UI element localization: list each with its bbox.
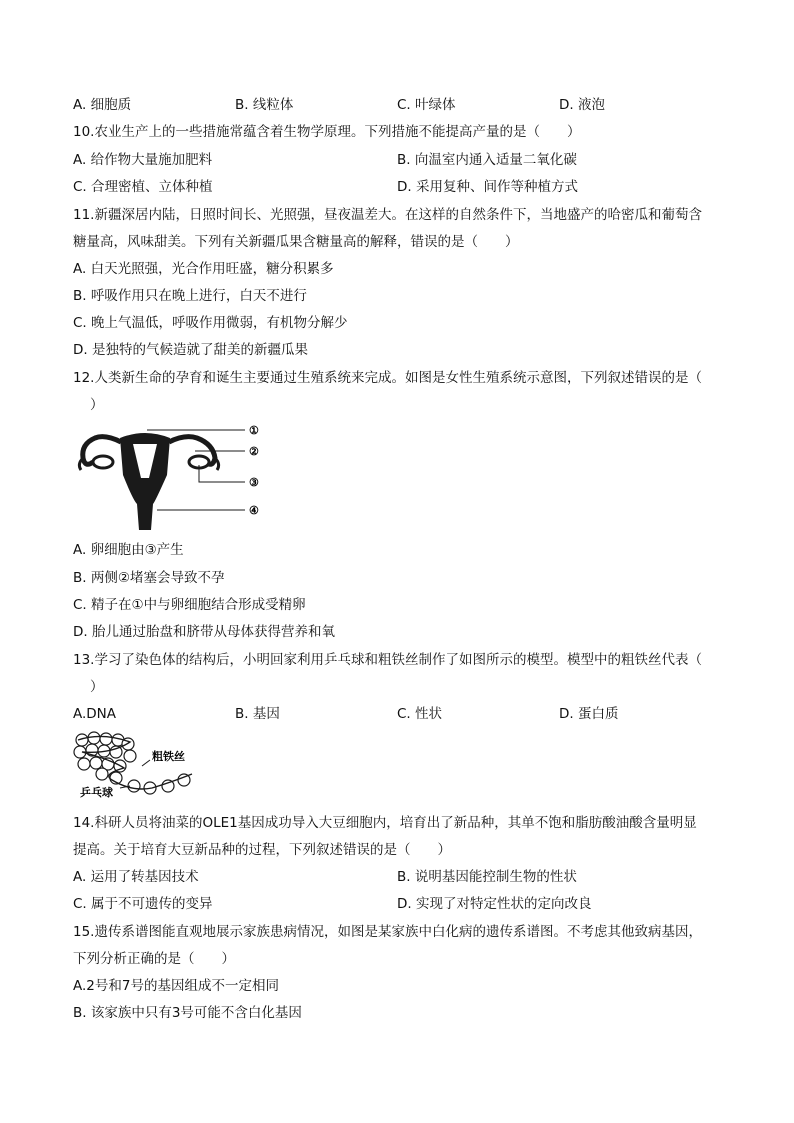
- q11-stem-line2: 糖量高，风味甜美。下列有关新疆瓜果含糖量高的解释，错误的是（ ）: [73, 234, 519, 250]
- q10-option-d: D. 采用复种、间作等种植方式: [397, 179, 578, 195]
- q14-option-a: A. 运用了转基因技术: [73, 869, 199, 885]
- figure-label-3: ③: [249, 476, 259, 489]
- q10-stem: 10.农业生产上的一些措施常蕴含着生物学原理。下列措施不能提高产量的是（ ）: [73, 124, 581, 140]
- q13-option-c: C. 性状: [397, 706, 443, 722]
- q13-option-d: D. 蛋白质: [559, 706, 619, 722]
- ball-label: 乒乓球: [80, 786, 113, 799]
- wire-label-line: [142, 760, 150, 766]
- q12-stem-line2: ）: [90, 397, 104, 413]
- q11-option-c: C. 晚上气温低，呼吸作用微弱，有机物分解少: [73, 315, 348, 331]
- q10-option-c: C. 合理密植、立体种植: [73, 179, 213, 195]
- q12-option-b: B. 两侧②堵塞会导致不孕: [73, 570, 225, 586]
- figure-label-2: ②: [249, 445, 259, 458]
- q14-option-c: C. 属于不可遗传的变异: [73, 896, 213, 912]
- q12-option-c: C. 精子在①中与卵细胞结合形成受精卵: [73, 597, 306, 613]
- q12-option-d: D. 胎儿通过胎盘和脐带从母体获得营养和氧: [73, 624, 335, 640]
- q15-stem-line1: 15.遗传系谱图能直观地展示家族患病情况，如图是某家族中白化病的遗传系谱图。不考虑其他致病基因，: [73, 924, 702, 940]
- left-ovary: [93, 456, 113, 468]
- q13-option-b: B. 基因: [235, 706, 280, 722]
- q9-option-a: A. 细胞质: [73, 97, 132, 113]
- q10-option-a: A. 给作物大量施加肥料: [73, 152, 213, 168]
- q15-stem-line2: 下列分析正确的是（ ）: [73, 951, 235, 967]
- figure-label-1: ①: [249, 424, 259, 437]
- q11-option-b: B. 呼吸作用只在晚上进行，白天不进行: [73, 288, 307, 304]
- ping-pong-balls: [74, 732, 190, 794]
- figure-label-4: ④: [249, 504, 259, 517]
- q14-option-d: D. 实现了对特定性状的定向改良: [397, 896, 592, 912]
- q9-option-c: C. 叶绿体: [397, 97, 456, 113]
- female-reproductive-system-figure: [75, 420, 275, 535]
- q9-option-b: B. 线粒体: [235, 97, 294, 113]
- q11-stem-line1: 11.新疆深居内陆，日照时间长、光照强，昼夜温差大。在这样的自然条件下，当地盛产的哈密瓜和葡萄含: [73, 207, 702, 223]
- chromosome-model-figure: [72, 730, 222, 805]
- q12-option-a: A. 卵细胞由③产生: [73, 542, 184, 558]
- q14-option-b: B. 说明基因能控制生物的性状: [397, 869, 577, 885]
- q13-stem-line2: ）: [90, 679, 104, 695]
- q10-option-b: B. 向温室内通入适量二氧化碳: [397, 152, 577, 168]
- q11-option-a: A. 白天光照强，光合作用旺盛，糖分积累多: [73, 261, 334, 277]
- q13-option-a: A.DNA: [73, 706, 117, 722]
- q12-stem-line1: 12.人类新生命的孕育和诞生主要通过生殖系统来完成。如图是女性生殖系统示意图，下列叙述错误的是（: [73, 370, 702, 386]
- q9-option-d: D. 液泡: [559, 97, 605, 113]
- q14-stem-line2: 提高。关于培育大豆新品种的过程，下列叙述错误的是（ ）: [73, 842, 451, 858]
- q11-option-d: D. 是独特的气候造就了甜美的新疆瓜果: [73, 342, 308, 358]
- q13-stem-line1: 13.学习了染色体的结构后，小明回家利用乒乓球和粗铁丝制作了如图所示的模型。模型中的粗铁丝代表（: [73, 652, 702, 668]
- wire-label: 粗铁丝: [152, 750, 185, 763]
- q14-stem-line1: 14.科研人员将油菜的OLE1基因成功导入大豆细胞内，培育出了新品种，其单不饱和脂肪酸油酸含量明显: [73, 815, 697, 831]
- q15-option-b: B. 该家族中只有3号可能不含白化基因: [73, 1005, 302, 1021]
- q15-option-a: A.2号和7号的基因组成不一定相同: [73, 978, 279, 994]
